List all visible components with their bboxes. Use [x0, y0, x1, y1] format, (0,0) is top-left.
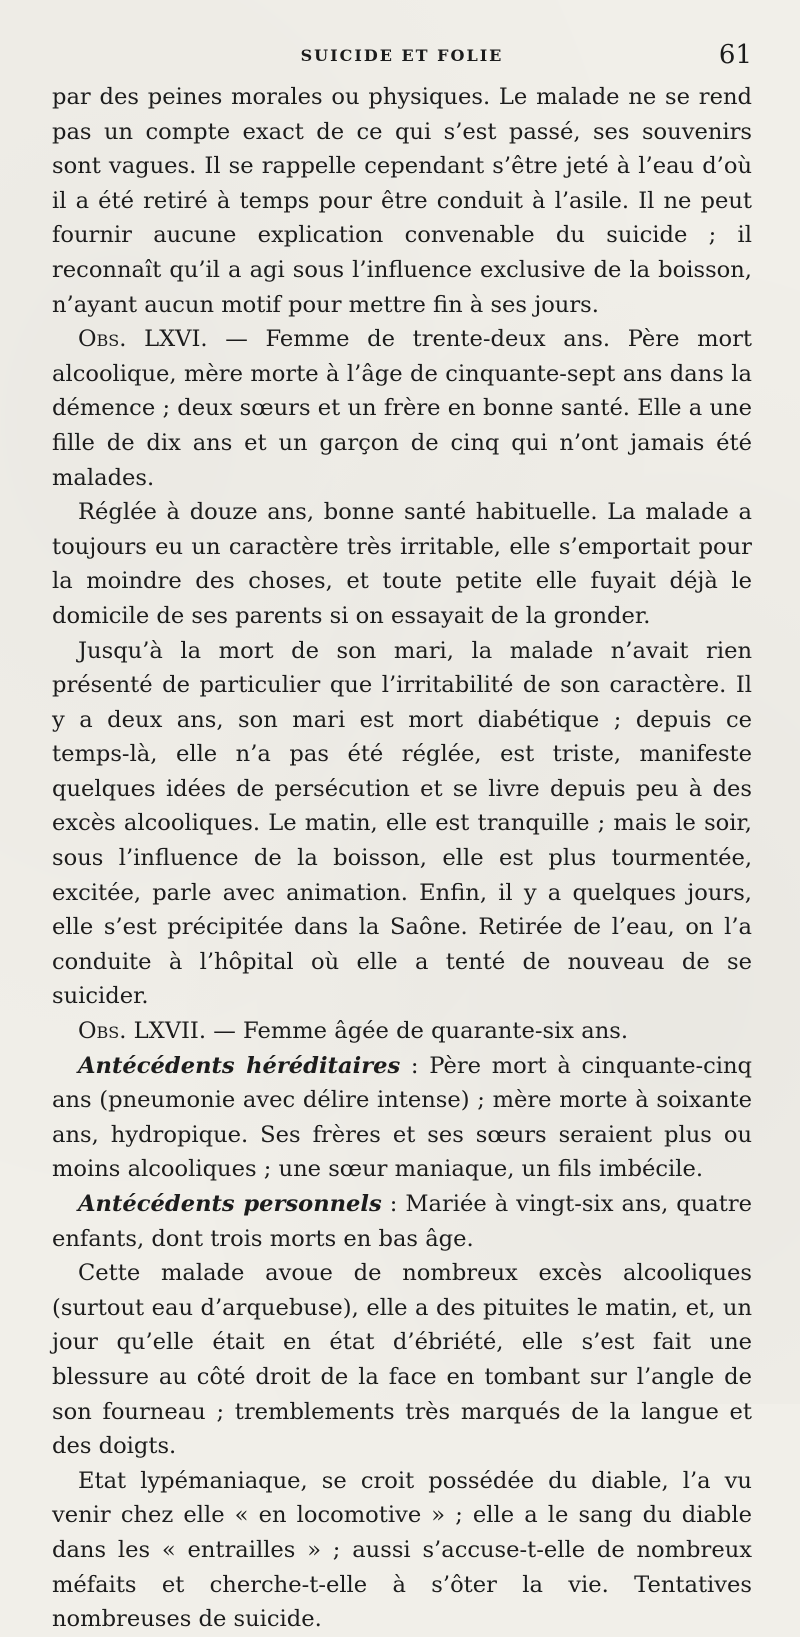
- paragraph-text: par des peines morales ou physiques. Le malade ne se rend pas un compte exact de ce qui s’est passé, ses souvenirs sont vagues. Il se rappelle cependant s’être jeté à l’eau d’où il a été retiré à temps pour être conduit à l’asile. Il ne peut fournir aucune explication convenable du suicide ; il reconnaît qu’il a agi sous l’influence exclusive de la boisson, n’ayant aucun motif pour mettre fin à ses jours.: [52, 84, 752, 318]
- paragraph-text: : Mariée à vingt-six ans, quatre enfants, dont trois morts en bas âge.: [52, 1191, 752, 1252]
- paragraph-text: Etat lypémaniaque, se croit possédée du diable, l’a vu venir chez elle « en locomotive » ; elle a le sang du diable dans les « entrailles » ; aussi s’accuse-t-elle de nombreux méfaits et cherche-t-elle à s’ôter la vie. Tentatives nombreuses de suicide.: [52, 1467, 752, 1633]
- hereditary-antecedents: [52, 1049, 752, 1187]
- paragraph-text: Cette malade avoue de nombreux excès alcooliques (surtout eau d’arquebuse), elle a des pituites le matin, et, un jour qu’elle était en état d’ébriété, elle s’est fait une blessure au côté droit de la face en tombant sur l’angle de son fourneau ; tremblements très marqués de la langue et des doigts.: [52, 1260, 752, 1460]
- section-heading: Antécédents personnels: [78, 1191, 382, 1217]
- paragraph: [52, 495, 752, 633]
- paragraph: [52, 1256, 752, 1464]
- paragraph-text: — Femme de trente-deux ans. Père mort alcoolique, mère morte à l’âge de cinquante-sept ans dans la démence ; deux sœurs et un frère en bonne santé. Elle a une fille de dix ans et un garçon de cinq qui n’ont jamais été malades.: [52, 326, 753, 491]
- paragraph-continuation: [52, 80, 752, 322]
- paragraph: [52, 634, 752, 1015]
- observation-label: Obs. LXVII.: [78, 1018, 207, 1045]
- personal-antecedents: [52, 1187, 752, 1256]
- observation-label: Obs. LXVI.: [78, 326, 208, 353]
- section-heading: Antécédents héréditaires: [78, 1052, 401, 1079]
- paragraph-text: : Père mort à cinquante-cinq ans (pneumonie avec délire intense) ; mère morte à soixante ans, hydropique. Ses frères et ses sœurs seraient plus ou moins alcooliques ; une sœur maniaque, un fils imbécile.: [52, 1052, 752, 1183]
- page-number: 61: [718, 40, 752, 70]
- paragraph-text: — Femme âgée de quarante-six ans.: [206, 1018, 629, 1045]
- paragraph-text: Réglée à douze ans, bonne santé habituelle. La malade a toujours eu un caractère très irritable, elle s’emportait pour la moindre des choses, et toute petite elle fuyait déjà le domicile de ses parents si on essayait de la gronder.: [52, 499, 752, 629]
- paragraph-text: Jusqu’à la mort de son mari, la malade n’avait rien présenté de particulier que l’irritabilité de son caractère. Il y a deux ans, son mari est mort diabétique ; depuis ce temps-là, elle n’a pas été réglée, est triste, manifeste quelques idées de persécution et se livre depuis peu à des excès alcooliques. Le matin, elle est tranquille ; mais le soir, sous l’influence de la boisson, elle est plus tourmentée, excitée, parle avec animation. Enfin, il y a quelques jours, elle s’est précipitée dans la Saône. Retirée de l’eau, on l’a conduite à l’hôpital où elle a tenté de nouveau de se suicider.: [52, 637, 752, 1010]
- observation-67: [52, 1014, 752, 1049]
- observation-66: [52, 322, 752, 495]
- running-title: SUICIDE ET FOLIE: [300, 46, 504, 65]
- running-head: [52, 40, 752, 80]
- body-text: [52, 80, 752, 1637]
- paragraph: [52, 1464, 752, 1637]
